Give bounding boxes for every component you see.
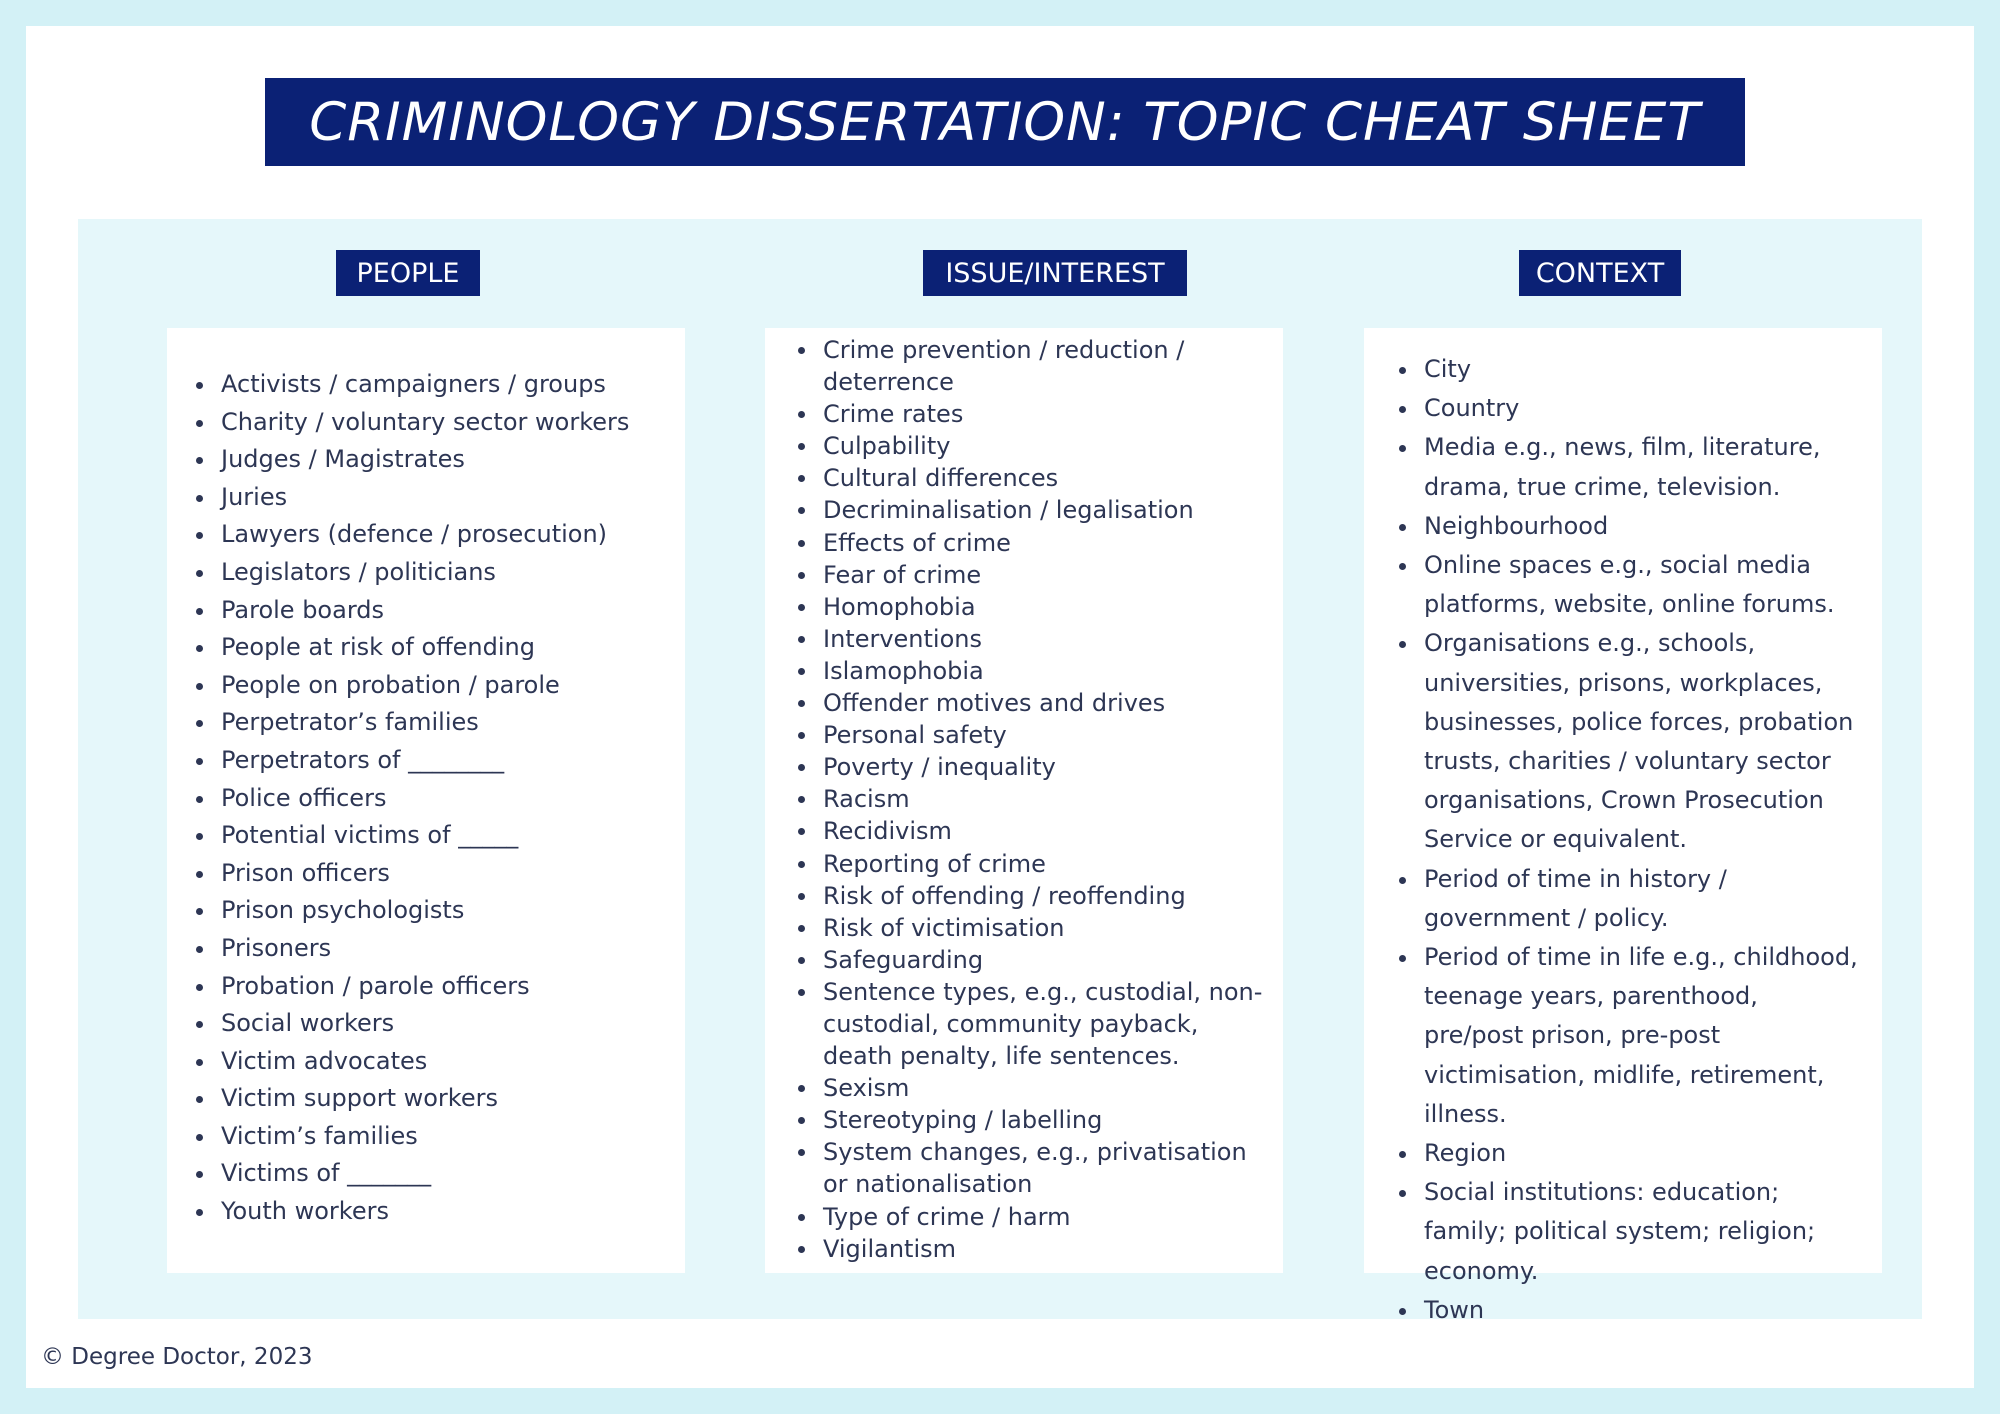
list-item: Social institutions: education; family; political system; religion; economy.: [1424, 1173, 1864, 1291]
page-title: CRIMINOLOGY DISSERTATION: TOPIC CHEAT SHEET: [309, 91, 1701, 153]
list-item: Perpetrators of ________: [221, 742, 685, 780]
list-item: Sexism: [823, 1072, 1283, 1104]
list-item: Decriminalisation / legalisation: [823, 494, 1283, 526]
list-item: Activists / campaigners / groups: [221, 366, 685, 404]
list-item: Victim advocates: [221, 1043, 685, 1081]
list-item: Vigilantism: [823, 1233, 1283, 1265]
context-card: [1364, 328, 1882, 1324]
list-item: Youth workers: [221, 1193, 685, 1231]
list-item: Interventions: [823, 623, 1283, 655]
cheat-sheet: [26, 26, 1974, 1388]
list-item: People at risk of offending: [221, 629, 685, 667]
list-item: Media e.g., news, film, literature, drama, true crime, television.: [1424, 428, 1864, 506]
list-item: Recidivism: [823, 815, 1283, 847]
list-item: Prison psychologists: [221, 892, 685, 930]
list-item: Social workers: [221, 1005, 685, 1043]
list-item: Parole boards: [221, 592, 685, 630]
list-item: Potential victims of _____: [221, 817, 685, 855]
list-item: Probation / parole officers: [221, 968, 685, 1006]
list-item: Police officers: [221, 780, 685, 818]
list-item: Personal safety: [823, 719, 1283, 751]
list-item: Prisoners: [221, 930, 685, 968]
list-item: Type of crime / harm: [823, 1201, 1283, 1233]
list-item: Juries: [221, 479, 685, 517]
list-item: Period of time in history / government / policy.: [1424, 860, 1864, 938]
list-item: Safeguarding: [823, 944, 1283, 976]
list-item: Neighbourhood: [1424, 507, 1864, 546]
people-card: [167, 328, 685, 1273]
list-item: Victim support workers: [221, 1080, 685, 1118]
list-item: People on probation / parole: [221, 667, 685, 705]
list-item: Perpetrator’s families: [221, 704, 685, 742]
title-banner: [265, 78, 1745, 166]
list-item: Racism: [823, 783, 1283, 815]
list-item: Country: [1424, 389, 1864, 428]
list-item: Judges / Magistrates: [221, 441, 685, 479]
list-item: Crime rates: [823, 398, 1283, 430]
list-item: Town: [1424, 1291, 1864, 1330]
list-item: Risk of offending / reoffending: [823, 880, 1283, 912]
list-item: Homophobia: [823, 591, 1283, 623]
list-item: Fear of crime: [823, 559, 1283, 591]
list-item: Effects of crime: [823, 527, 1283, 559]
list-item: City: [1424, 350, 1864, 389]
context-list: [1424, 350, 1864, 1330]
list-item: Victim’s families: [221, 1118, 685, 1156]
issue-list: [823, 334, 1283, 1265]
list-item: Lawyers (defence / prosecution): [221, 516, 685, 554]
list-item: Charity / voluntary sector workers: [221, 404, 685, 442]
list-item: Region: [1424, 1134, 1864, 1173]
list-item: Period of time in life e.g., childhood, teenage years, parenthood, pre/post prison, pre-post victimisation, midlife, retirement, illness.: [1424, 938, 1864, 1134]
list-item: Prison officers: [221, 855, 685, 893]
list-item: System changes, e.g., privatisation or nationalisation: [823, 1136, 1283, 1200]
copyright-footer: © Degree Doctor, 2023: [41, 1344, 313, 1370]
list-item: Cultural differences: [823, 462, 1283, 494]
list-item: Reporting of crime: [823, 848, 1283, 880]
list-item: Crime prevention / reduction / deterrence: [823, 334, 1283, 398]
list-item: Poverty / inequality: [823, 751, 1283, 783]
list-item: Victims of _______: [221, 1155, 685, 1193]
list-item: Stereotyping / labelling: [823, 1104, 1283, 1136]
list-item: Online spaces e.g., social media platforms, website, online forums.: [1424, 546, 1864, 624]
list-item: Legislators / politicians: [221, 554, 685, 592]
issue-card: [765, 328, 1283, 1273]
list-item: Culpability: [823, 430, 1283, 462]
people-list: [221, 366, 685, 1231]
topics-panel: [78, 219, 1922, 1324]
list-item: Organisations e.g., schools, universities, prisons, workplaces, businesses, police forces, probation trusts, charities / voluntary sector organisations, Crown Prosecution Service or equivalent.: [1424, 624, 1864, 859]
list-item: Offender motives and drives: [823, 687, 1283, 719]
header-issue: ISSUE/INTEREST: [923, 250, 1187, 296]
header-people: PEOPLE: [336, 250, 480, 296]
list-item: Sentence types, e.g., custodial, non-custodial, community payback, death penalty, life sentences.: [823, 976, 1283, 1072]
list-item: Risk of victimisation: [823, 912, 1283, 944]
list-item: Islamophobia: [823, 655, 1283, 687]
header-context: CONTEXT: [1519, 250, 1681, 296]
